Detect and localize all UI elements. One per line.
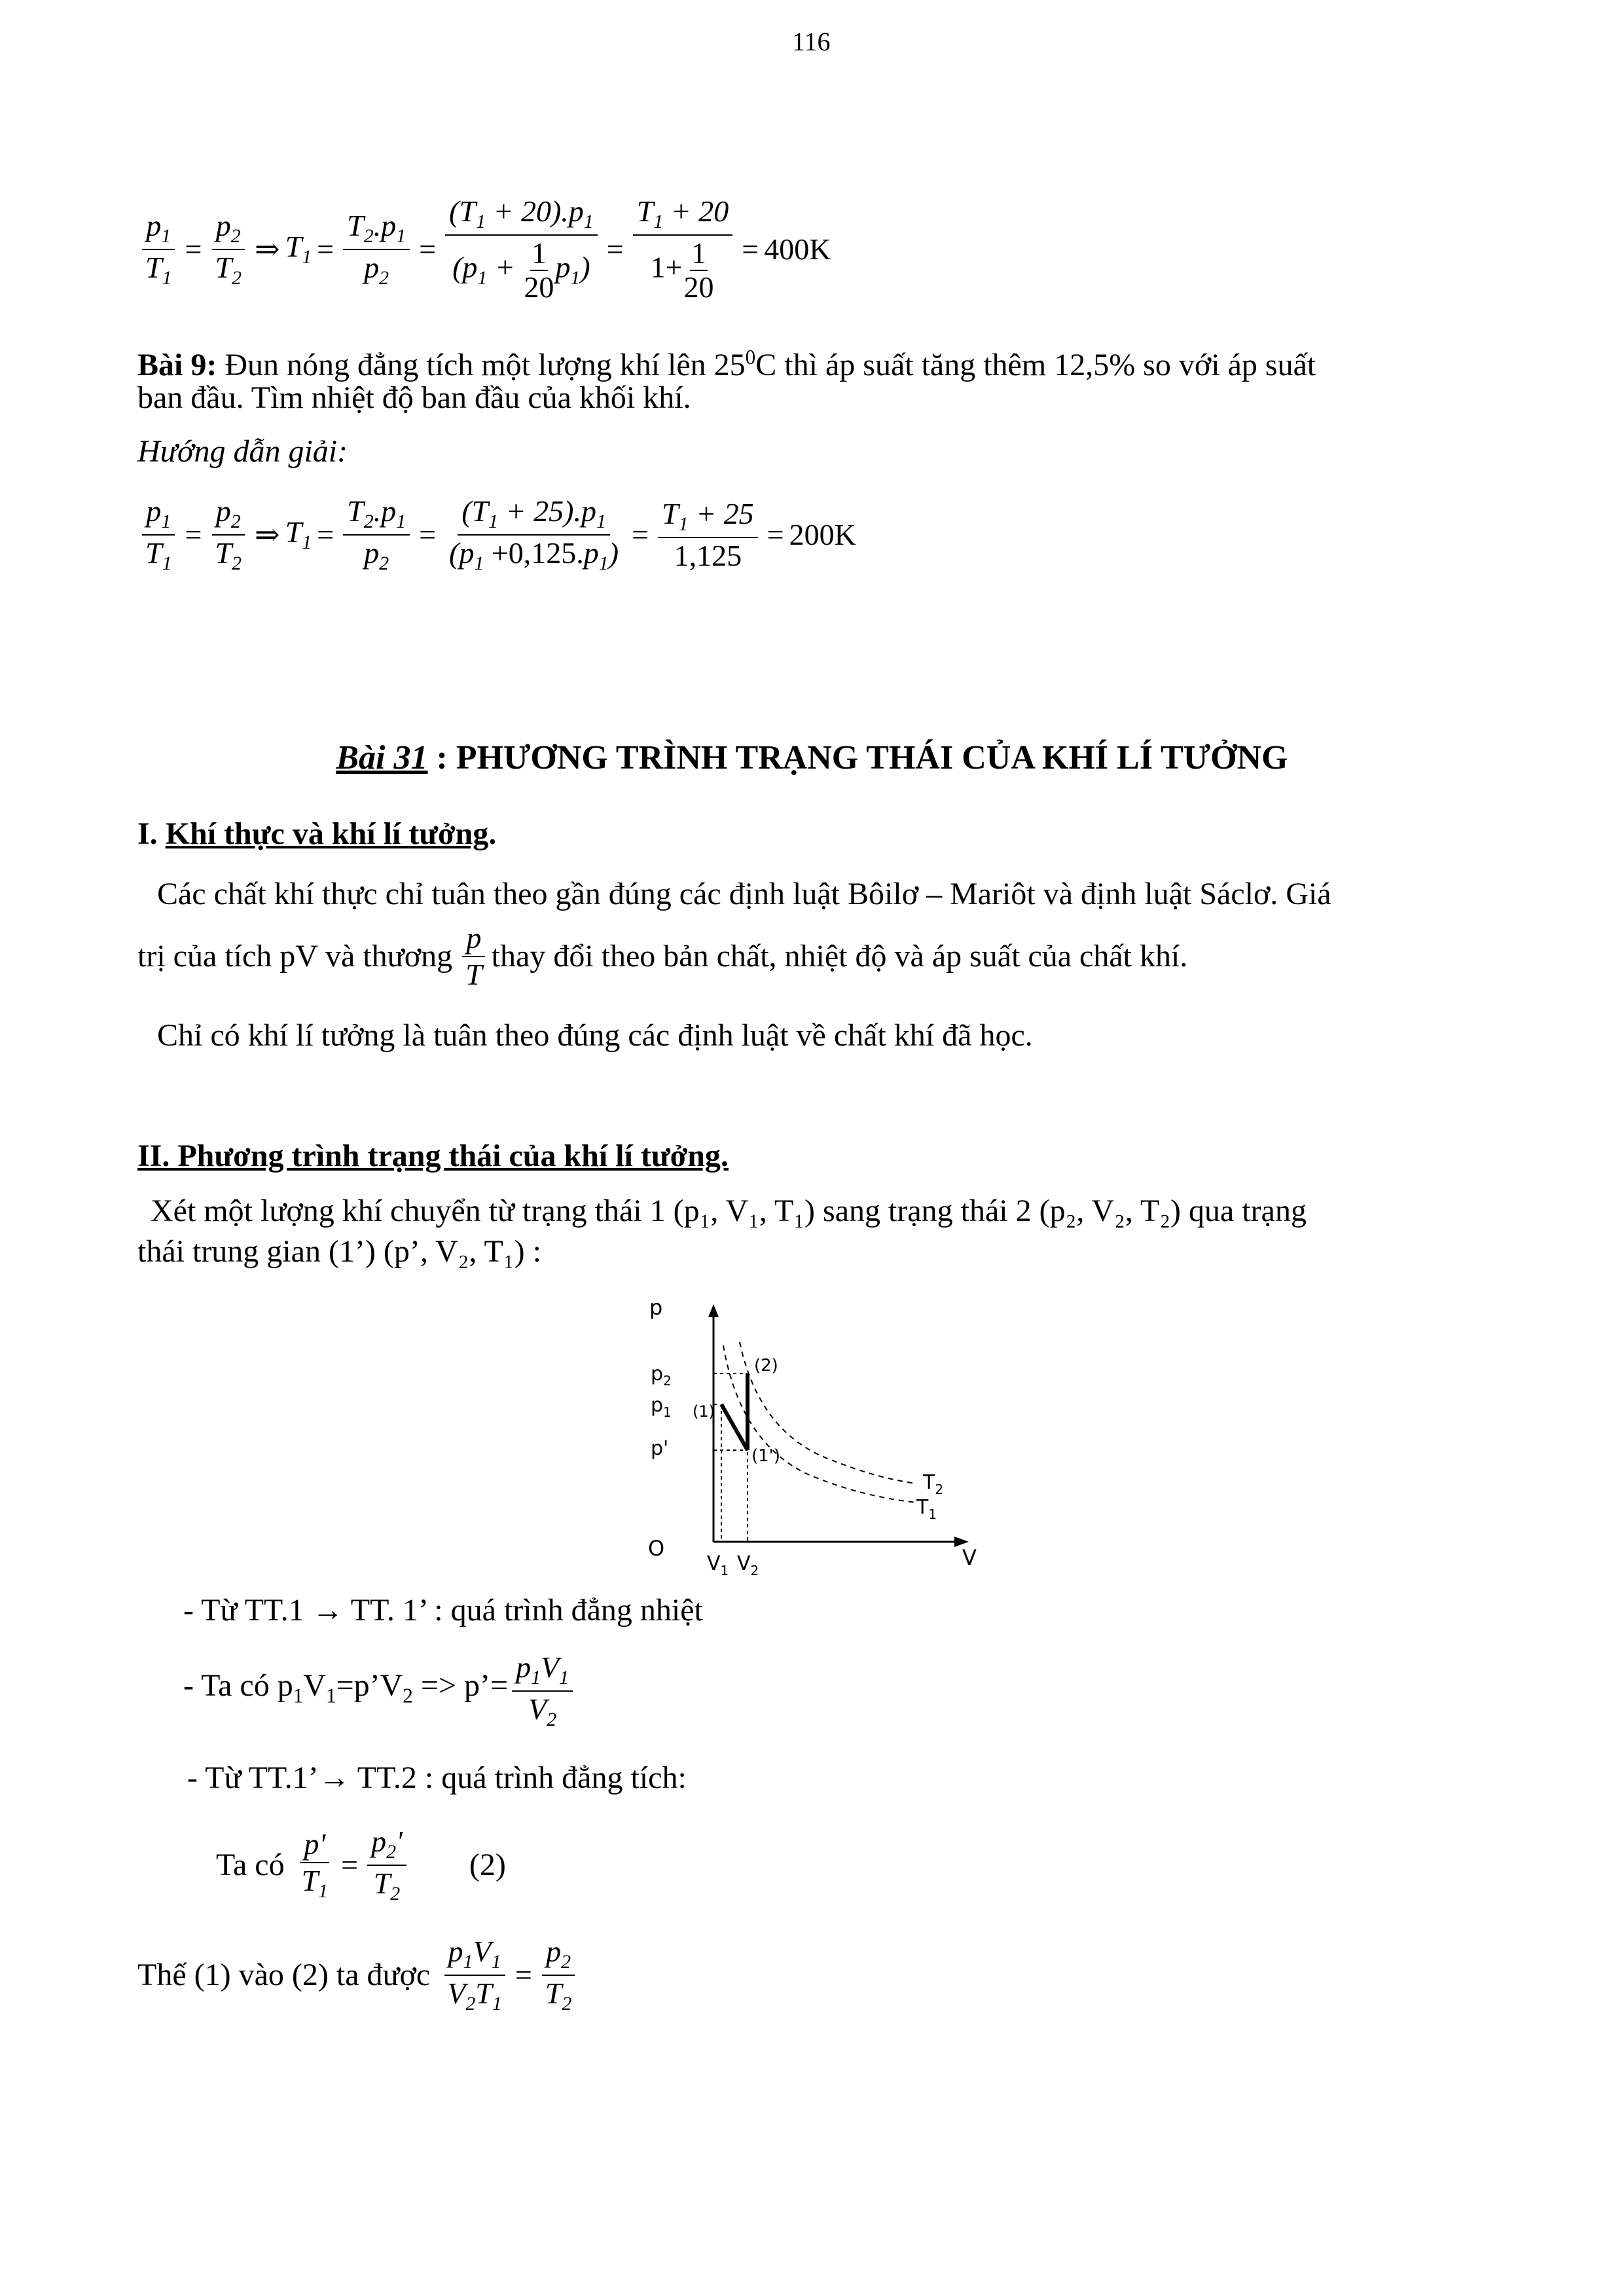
problem-9-sup: 0 — [745, 346, 756, 369]
step-3: - Từ TT.1’→ TT.2 : quá trình đẳng tích: — [187, 1760, 687, 1795]
lesson-number: Bài 31 — [336, 739, 428, 776]
step-4: Ta có $\frac{p'}{T_1}$ = $\frac{p_2'}{T_2}$ (2) — [216, 1825, 506, 1905]
previous-result: 400K — [764, 232, 831, 266]
section-1-para3: Chỉ có khí lí tưởng là tuân theo đúng các định luật về chất khí đã học. — [157, 1018, 1033, 1053]
problem-9-line2: ban đầu. Tìm nhiệt độ ban đầu của khối khí. — [137, 380, 691, 415]
t1-label: $T_1$ — [916, 1496, 937, 1522]
v1-label: $V_1$ — [707, 1552, 729, 1578]
equation-previous-problem: $\frac{p_1}{T_1}$ = $\frac{p_2}{T_2}$ ⇒ $T_1$ = $\frac{T_2.p_1}{p_2}$ = $(T_1 + 20).p_1$ ($p_1$ + $\frac{1}{20}$ $p_1$) = $T_1 + 20$ 1+ $\frac{1}{20}$ = 400K — [137, 196, 831, 302]
section-1-title: Khí thực và khí lí tưởng — [165, 816, 489, 851]
problem-9-text-b: C thì áp suất tăng thêm 12,5% so với áp suất — [755, 348, 1316, 382]
p2-label: $p_2$ — [651, 1362, 672, 1389]
t2-label: $T_2$ — [923, 1471, 944, 1497]
step-4-prefix: Ta có — [216, 1848, 285, 1883]
page-number: 116 — [792, 27, 831, 56]
v2-label: $V_2$ — [737, 1552, 759, 1578]
problem-9-text-a: Đun nóng đẳng tích một lượng khí lên 25 — [217, 348, 746, 382]
section-2-heading: II. Phương trình trạng thái của khí lí tưởng. — [137, 1139, 729, 1173]
problem-9-label: Bài 9: — [137, 348, 217, 382]
y-axis-label: p — [649, 1296, 663, 1320]
problem-9-result: 200K — [789, 518, 856, 552]
guide-heading: Hướng dẫn giải: — [137, 434, 348, 469]
isotherm-t1 — [723, 1345, 916, 1503]
section-1-num: I. — [137, 816, 166, 851]
step-5-prefix: Thế (1) vào (2) ta được — [137, 1958, 431, 1993]
section-1-para1: Các chất khí thực chỉ tuân theo gần đúng các định luật Bôilơ – Mariôt và định luật Sáclơ. Giá — [157, 877, 1331, 911]
section-1-heading — [137, 814, 496, 854]
x-axis-label: V — [962, 1545, 977, 1570]
section-2-para1: Xét một lượng khí chuyển từ trạng thái 1 (p₁, V₁, T₁) sang trạng thái 2 (p₂, V₂, T₂) qua trạng — [151, 1194, 1307, 1228]
p1-label: $p_1$ — [651, 1394, 672, 1420]
y-axis-arrow — [708, 1304, 719, 1317]
section-1-dot: . — [488, 816, 497, 851]
section-1-para2-b: thay đổi theo bản chất, nhiệt độ và áp suất của chất khí. — [491, 939, 1188, 974]
state-1prime-label: (1') — [751, 1446, 780, 1466]
pv-diagram — [641, 1296, 995, 1584]
state-1-label: (1) — [693, 1402, 715, 1421]
step-5: Thế (1) vào (2) ta được $\frac{p_1V_1}{V_2T_1}$ = $\frac{p_2}{T_2}$ — [137, 1937, 579, 2014]
lesson-title — [0, 738, 1624, 777]
section-1-para2: trị của tích pV và thương $\frac{p}{T}$ thay đổi theo bản chất, nhiệt độ và áp suất của chất khí. — [137, 921, 1188, 991]
state-2-label: (2) — [754, 1356, 778, 1376]
origin-label: O — [648, 1536, 665, 1561]
step-4-tag: (2) — [469, 1848, 506, 1883]
lesson-title-text: : PHƯƠNG TRÌNH TRẠNG THÁI CỦA KHÍ LÍ TƯỞNG — [427, 739, 1288, 776]
section-1-para2-a: trị của tích pV và thương — [137, 939, 453, 974]
equation-problem-9: $\frac{p_1}{T_1}$ = $\frac{p_2}{T_2}$ ⇒ $T_1$ = $\frac{T_2.p_1}{p_2}$ = $\frac{(T_1 + 25).p_1}{(p_1 +0,125.p_1)}$ = $\frac{T_1 + 25}{1,125}$ = 200K — [137, 496, 856, 574]
step-1: - Từ TT.1 → TT. 1’ : quá trình đẳng nhiệt — [183, 1593, 703, 1628]
section-2-para2: thái trung gian (1’) (p’, V₂, T₁) : — [137, 1234, 541, 1269]
pprime-label: p' — [651, 1437, 669, 1460]
step-2: - Ta có $p_1V_1=p’V_2$ => p’= $\frac{p_1V_1}{V_2}$ — [183, 1652, 577, 1730]
